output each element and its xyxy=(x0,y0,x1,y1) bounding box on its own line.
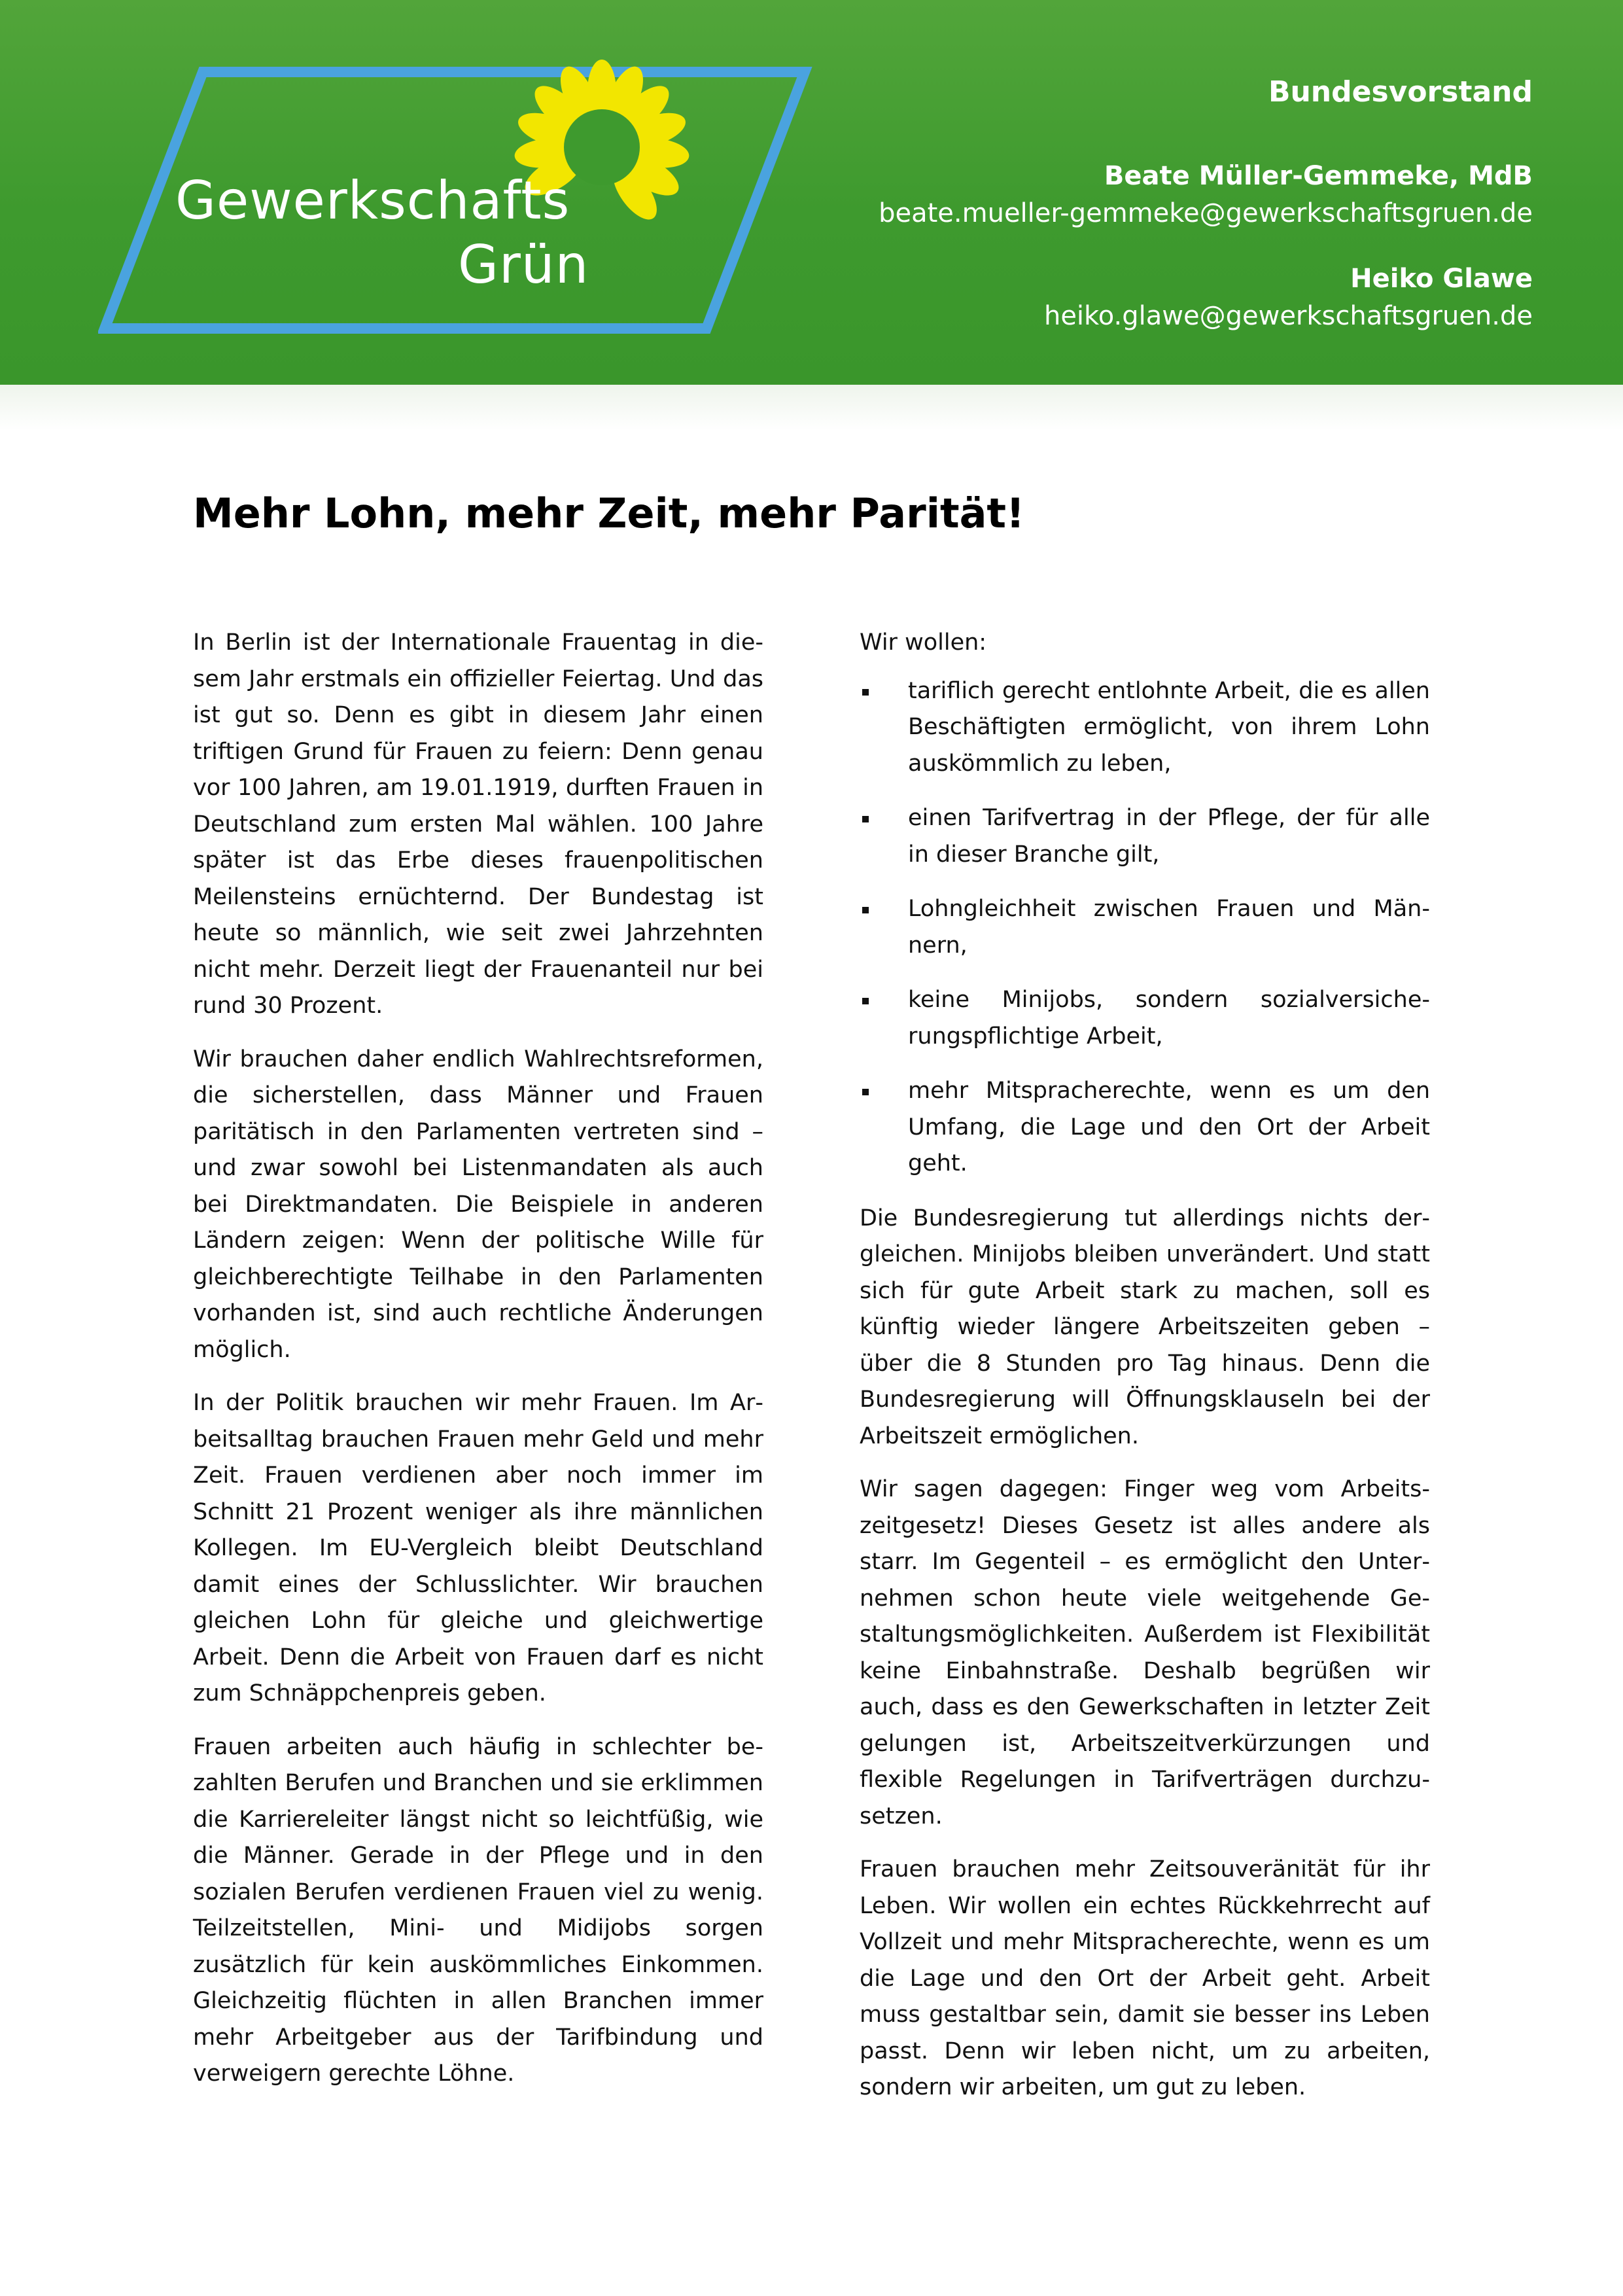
list-item xyxy=(860,982,1430,1055)
body-paragraph: Wir brauchen daher endlich Wahlrechtsreformen, die sicherstellen, dass Männer und Frauen paritätisch in den Parlamenten vertreten sind – und zwar sowohl bei Listenmandaten als auch bei Direktmandaten. Die Beispiele in anderen Ländern zeigen: Wenn der politische Wille für gleichberechtigte Teilhabe in den Parlamenten vorhanden ist, sind auch rechtliche Änderungen möglich. xyxy=(193,1046,763,1363)
header-banner xyxy=(0,0,1623,385)
body-paragraph: In der Politik brauchen wir mehr Frauen. Im Arbeitsalltag brauchen Frauen mehr Geld und mehr Zeit. Frauen verdienen aber noch immer im Schnitt 21 Prozent weniger als ihre männlichen Kollegen. Im EU-Vergleich bleibt Deutschland damit eines der Schlusslichter. Wir brauchen gleichen Lohn für gleiche und gleichwertige Arbeit. Denn die Arbeit von Frauen darf es nicht zum Schnäppchenpreis geben. xyxy=(193,1390,763,1706)
list-item-text: Lohngleichheit zwischen Frauen und Männern, xyxy=(908,896,1430,959)
logo-wordmark-line1: Gewerkschafts xyxy=(175,170,570,231)
contact-email-2[interactable]: heiko.glawe@gewerkschaftsgruen.de xyxy=(1043,301,1533,331)
page-title: Mehr Lohn, mehr Zeit, mehr Parität! xyxy=(193,489,1025,537)
contact-name-2: Heiko Glawe xyxy=(1350,264,1533,294)
list-item xyxy=(860,800,1430,873)
board-label: Bundesvorstand xyxy=(1268,75,1533,109)
list-item-text: mehr Mitspracherechte, wenn es um den Umfang, die Lage und den Ort der Arbeit geht. xyxy=(908,1078,1430,1176)
list-item-text: einen Tarifvertrag in der Pflege, der für alle in dieser Branche gilt, xyxy=(908,805,1430,868)
demands-list xyxy=(860,673,1430,1182)
list-item xyxy=(860,891,1430,964)
square-bullet-icon xyxy=(862,998,869,1004)
list-item xyxy=(860,1073,1430,1182)
contact-name-1: Beate Müller-Gemmeke, MdB xyxy=(1104,161,1533,191)
body-paragraph: Wir sagen dagegen: Finger weg vom Arbeitszeitgesetz! Dieses Gesetz ist alles andere als starr. Im Gegenteil – es ermöglicht den Unternehmen schon heute viele weitgehende Gestaltungsmöglichkeiten. Außerdem ist Flexibilität keine Einbahnstraße. Deshalb begrüßen wir auch, dass es den Gewerkschaften in letzter Zeit gelungen ist, Arbeitszeitverkürzungen und flexible Regelungen in Tarifverträgen durchzusetzen. xyxy=(860,1476,1430,1829)
header-fade xyxy=(0,385,1623,431)
contact-email-1[interactable]: beate.mueller-gemmeke@gewerkschaftsgruen.de xyxy=(879,198,1533,228)
list-item-text: keine Minijobs, sondern sozialversicherungspflichtige Arbeit, xyxy=(908,987,1430,1050)
square-bullet-icon xyxy=(862,689,869,696)
body-paragraph: In Berlin ist der Internationale Frauentag in diesem Jahr erstmals ein offizieller Feiertag. Und das ist gut so. Denn es gibt in diesem Jahr einen triftigen Grund für Frauen zu feiern: Denn genau vor 100 Jahren, am 19.01.1919, durften Frauen in Deutschland zum ersten Mal wählen. 100 Jahre später ist das Erbe dieses frauenpolitischen Meilensteins ernüchternd. Der Bundestag ist heute so männlich, wie seit zwei Jahrzehnten nicht mehr. Derzeit liegt der Frauenanteil nur bei rund 30 Prozent. xyxy=(193,629,763,1019)
right-column xyxy=(860,625,1430,2123)
left-column xyxy=(193,625,763,2110)
demands-intro: Wir wollen: xyxy=(860,629,987,656)
square-bullet-icon xyxy=(862,907,869,913)
square-bullet-icon xyxy=(862,1089,869,1095)
square-bullet-icon xyxy=(862,816,869,822)
logo-wordmark-line2: Grün xyxy=(458,234,589,295)
list-item-text: tariflich gerecht entlohnte Arbeit, die es allen Beschäftigten ermöglicht, von ihrem Lohn auskömmlich zu leben, xyxy=(908,677,1430,777)
body-paragraph: Frauen arbeiten auch häufig in schlechter bezahlten Berufen und Branchen und sie erklimmen die Karriereleiter längst nicht so leichtfüßig, wie die Männer. Gerade in der Pflege und in den sozialen Berufen verdienen Frauen viel zu wenig. Teilzeitstellen, Mini- und Midijobs sorgen zusätzlich für kein auskömmliches Einkommen. Gleichzeitig flüchten in allen Branchen immer mehr Arbeitgeber aus der Tarifbindung und verweigern gerechte Löhne. xyxy=(193,1733,763,2087)
body-paragraph: Die Bundesregierung tut allerdings nichts dergleichen. Minijobs bleiben unverändert. Und statt sich für gute Arbeit stark zu machen, soll es künftig wieder längere Arbeitszeiten geben – über die 8 Stunden pro Tag hinaus. Denn die Bundesregierung will Öffnungsklauseln bei der Arbeitszeit ermöglichen. xyxy=(860,1205,1430,1449)
list-item xyxy=(860,673,1430,783)
body-paragraph: Frauen brauchen mehr Zeitsouveränität für ihr Leben. Wir wollen ein echtes Rückkehrrecht auf Vollzeit und mehr Mitspracherechte, wenn es um die Lage und den Ort der Arbeit geht. Arbeit muss gestaltbar sein, damit sie besser ins Leben passt. Denn wir leben nicht, um zu arbeiten, sondern wir arbeiten, um gut zu leben. xyxy=(860,1856,1430,2100)
